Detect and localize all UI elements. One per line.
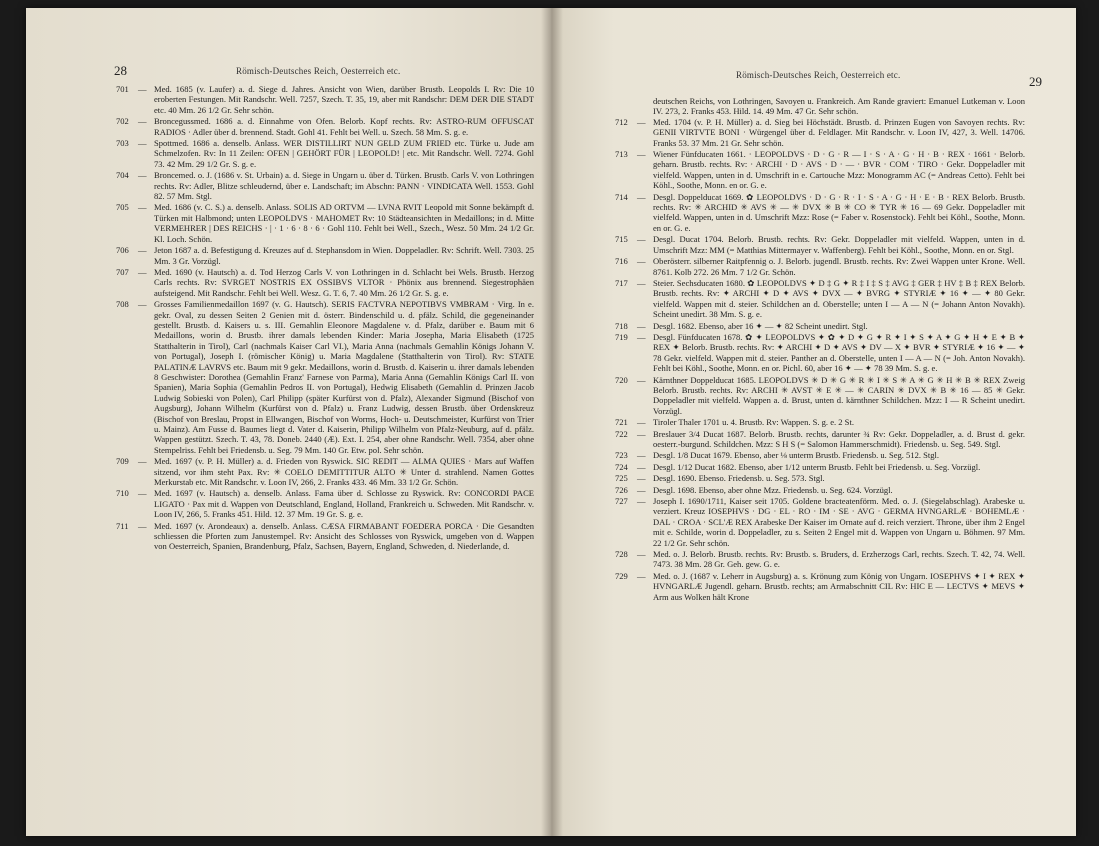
entry-number: 712 xyxy=(615,116,628,127)
catalog-entry xyxy=(613,256,1025,277)
entry-text: Med. o. J. Belorb. Brustb. rechts. Rv: Brustb. s. Bruders, d. Erzherzogs Carl, rechts. Szech. T. 42, 74. Well. 7473. 38 Mm. 28 Gr. Geh. gew. G. e. xyxy=(653,549,1025,570)
catalog-entry xyxy=(114,521,534,552)
entry-number: 707 xyxy=(116,266,129,277)
entry-text: deutschen Reichs, von Lothringen, Savoyen u. Frankreich. Am Rande graviert: Emanuel Lutkeman v. Loon IV. 273, 2. Franks 453. Hild. 14. 49 Mm. 47 Gr. Sehr schön. xyxy=(653,96,1025,117)
entry-dash: — xyxy=(138,456,147,467)
entry-dash: — xyxy=(637,277,646,288)
entry-dash: — xyxy=(138,138,147,149)
catalog-entry xyxy=(613,417,1025,427)
entry-dash: — xyxy=(637,234,646,245)
entry-dash: — xyxy=(637,549,646,560)
entry-text: Tiroler Thaler 1701 u. 4. Brustb. Rv: Wappen. S. g. e. 2 St. xyxy=(653,417,854,428)
entry-number: 704 xyxy=(116,170,129,181)
left-page xyxy=(26,8,551,836)
running-header: Römisch-Deutsches Reich, Oesterreich etc. xyxy=(236,66,401,76)
entry-number: 726 xyxy=(615,484,628,495)
entry-text: Grosses Familienmedaillon 1697 (v. G. Hautsch). SERIS FACTVRA NEPOTIBVS VMBRAM · Virg. In e. gekr. Oval, zu dessen Seiten 2 Genien mit d. österr. Bindenschild u. d. pfälz. Schild, die gegeneinander gestellt. Brustb. d. Kaisers u. s. III. Gemahlin Eleonore Magdalene v. d. Pfalz, darüber e. Baum mit 6 Medaillons, worin d. Brustb. ihrer damals lebenden Kinder: Maria Josepha, Maria Elisabeth (1725 Statthalterin in Tirol), Carl (nachmals Kaiser Carl VI.), Maria Anna (nachmals Gemahlin Königs Johann V. von Portugal), Joseph I. (römischer König) u. Maria Magdalene (Statthalterin von Tirol). Rv: STATE PALATINÆ LAVRVS etc. Baum mit 9 gekr. Medaillons, worin d. Brustb. d. Kaiserin u. ihrer damals lebenden 8 Geschwister: Dorothea (Gemahlin Franz' Farnese von Parma), Maria Anna (Gemahlin Königs Carl II. von Spanien), Maria Sophia (Gemahlin Pedros II. von Portugal), Hedwig Elisabeth (Gemahlin d. Prinzen Jacob Ludwig Sobieski von Polen), Carl Philipp (später Kurfürst von d. Pfalz), Alexander Sigmund (Bischof von Augsburg), Johann Wilhelm (Kurfürst von d. Pfalz) u. Franz Ludwig, dessen Brustb. über Ordenskreuz (Bischof von Breslau, Propst in Ellwangen, Bischof von Worms, Hoch- u. Deutschmeister, Kurfürst von Trier u. Mainz). Am Fusse d. Baumes liegt d. Vater d. Kaiserin, Philipp Wilhelm von Pfalz-Neuburg, auf d. pfälz. Wappen gestützt. Szech. T. 43, 78. Doneb. 2440 (Æ). Ext. I. 254, aber ohne Randschr. Well. 7354, aber ohne Stempelriss. Fehlt bei Friedensb. u. Seg. 79 Mm. 140 Gr. Etw. pol. Sehr schön. xyxy=(154,299,534,455)
catalog-entry xyxy=(613,496,1025,548)
entry-dash: — xyxy=(637,484,646,495)
entry-number: 722 xyxy=(615,428,628,439)
entry-number: 723 xyxy=(615,450,628,461)
entry-number: 728 xyxy=(615,549,628,560)
page-number: 28 xyxy=(114,63,127,78)
entry-dash: — xyxy=(637,417,646,428)
catalog-entry xyxy=(114,170,534,201)
entry-number: 720 xyxy=(615,374,628,385)
right-page xyxy=(551,8,1076,836)
entry-dash: — xyxy=(138,202,147,213)
entry-text: Med. o. J. (1687 v. Leherr in Augsburg) a. s. Krönung zum König von Ungarn. IOSEPHVS ✦ I ✦ REX ✦ HVNGARLÆ Jugendl. geharn. Brustb. rechts; am Armabschnitt CIL Rv: HIC E — LECTVS ✦ MEVS ✦ Arm aus Wolken hält Krone xyxy=(653,570,1025,602)
entry-number: 711 xyxy=(116,520,129,531)
catalog-entry xyxy=(613,117,1025,148)
entry-text: Steier. Sechsducaten 1680. ✿ LEOPOLDVS ✦ D ‡ G ✦ R ‡ I ‡ S ‡ AVG ‡ GER ‡ HV ‡ B ‡ REX Belorb. Brustb. rechts. Rv: ✦ ARCHI ✦ D ✦ AVS ✦ DVX — ✦ BVRG ✦ STYRIÆ ✦ 16 ✦ — ✦ 80 Gekr. vielfeld. Wappen mit d. steier. Schildchen an d. Oberstelle; unten I — A — N (= Johann Anton Novakh). Scheint unedirt. 38 Mm. S. g. e. xyxy=(653,277,1025,320)
book-spread xyxy=(26,8,1076,836)
entry-number: 725 xyxy=(615,473,628,484)
catalog-entry xyxy=(613,234,1025,255)
entry-number: 705 xyxy=(116,202,129,213)
catalog-entry xyxy=(613,450,1025,460)
entry-text: Med. 1697 (v. Hautsch) a. denselb. Anlass. Fama über d. Schlosse zu Ryswick. Rv: CONCORDI PACE LIGATO · Pax mit d. Wappen von Deutschland, England, Holland, Frankreich u. Schweden. Mit Randschr. v. Loon IV, 266, 5. Franks 451. Hild. 12. 37 Mm. 19 Gr. S. g. e. xyxy=(154,488,534,520)
entry-dash: — xyxy=(138,245,147,256)
entry-number: 702 xyxy=(116,116,129,127)
entry-text: Jeton 1687 a. d. Befestigung d. Kreuzes auf d. Stephansdom in Wien. Doppeladler. Rv: Schrift. Well. 7303. 25 Mm. 3 Gr. Vorzügl. xyxy=(154,245,534,266)
page-number: 29 xyxy=(1029,74,1042,89)
catalog-entry xyxy=(114,299,534,455)
entry-text: Med. 1704 (v. P. H. Müller) a. d. Sieg bei Höchstädt. Brustb. d. Prinzen Eugen von Savoyen rechts. Rv: GENII VIRTVTE BONI · Würgengel über d. Feldlager. Mit Randschr. v. Loon IV, 427, 3. Well. 14706. Franks 53. 37 Mm. 21 Gr. Sehr schön. xyxy=(653,116,1025,148)
catalog-entry xyxy=(613,149,1025,191)
catalog-entry xyxy=(613,192,1025,234)
entry-dash: — xyxy=(637,473,646,484)
entry-text: Desgl. 1690. Ebenso. Friedensb. u. Seg. 573. Stgl. xyxy=(653,473,825,484)
entry-text: Breslauer 3/4 Ducat 1687. Belorb. Brustb. rechts, darunter ¾ Rv: Gekr. Doppeladler, a. d. Brust d. gekr. oesterr.-burgund. Schildchen. Mzz: S H S (= Salomon Hammerschmidt). Friedensb. u. Seg. 549. Stgl. xyxy=(653,428,1025,449)
entry-dash: — xyxy=(138,170,147,181)
entry-text: Joseph I. 1690/1711, Kaiser seit 1705. Goldene bracteatenförm. Med. o. J. (Siegelabschlag). Arabeske u. verziert. Kreuz IOSEPHVS · DG · EL · RO · IM · SE · AVG · GERMA HVNGARLÆ · BOHEMLÆ · DAL · CROA · SCL'Æ REX Arabeske Der Kaiser im Ornate auf d. reich verziert. Throne, über ihm 2 Engel mit e. Schilde, worin d. Doppeladler, zu s. Seiten 2 Engel mit d. Wappen von Ungarn u. Böhmen. 97 Mm. 22 1/2 Gr. Sehr schön. xyxy=(653,496,1025,548)
catalog-entry xyxy=(114,245,534,266)
entry-continuation xyxy=(613,96,1025,117)
entry-dash: — xyxy=(637,570,646,581)
entry-dash: — xyxy=(637,320,646,331)
catalog-entry xyxy=(613,429,1025,450)
entry-text: Kärnthner Doppelducat 1685. LEOPOLDVS ✳ D ✳ G ✳ R ✳ I ✳ S ✳ A ✳ G ✳ H ✳ B ✳ REX Zweig Belorb. Brustb. rechts. Rv: ARCHI ✳ AVST ✳ E ✳ — ✳ CARIN ✳ DVX ✳ B ✳ 16 — 85 ✳ Gekr. Doppeladler mit vielfeld. Wappen a. d. Brust, unten d. kärnthner Schildchen. Mzz: I — R Scheint unedirt. Vorzügl. xyxy=(653,374,1025,416)
entry-text: Desgl. Ducat 1704. Belorb. Brustb. rechts. Rv: Gekr. Doppeladler mit vielfeld. Wappen, unten in d. Umschrift Mzz: MM (= Matthias Mittermayer v. Waffenberg). Fehlt bei Köhl., Soothe, Monn. en or. Stgl. xyxy=(653,234,1025,255)
entry-dash: — xyxy=(138,84,147,94)
entry-text: Med. 1697 (v. Arondeaux) a. denselb. Anlass. CÆSA FIRMABANT FOEDERA PORCA · Die Gesandten schliessen die Pforten zum Janustempel. Rv: Ansicht des Schlosses von Ryswick, umgeben von d. Wappen von Oesterreich, Spanien, Brandenburg, Pfalz, Sachsen, Bayern, England, Schweden, d. Niederlande, d. xyxy=(154,520,534,552)
catalog-entries xyxy=(613,96,1025,603)
catalog-entries xyxy=(114,84,534,553)
entry-number: 708 xyxy=(116,299,129,310)
entry-dash: — xyxy=(637,428,646,439)
catalog-entry xyxy=(613,485,1025,495)
entry-number: 724 xyxy=(615,461,628,472)
entry-dash: — xyxy=(637,374,646,385)
catalog-entry xyxy=(114,456,534,487)
catalog-entry xyxy=(613,473,1025,483)
entry-number: 703 xyxy=(116,138,129,149)
entry-number: 717 xyxy=(615,277,628,288)
catalog-entry xyxy=(114,267,534,298)
entry-text: Broncemed. o. J. (1686 v. St. Urbain) a. d. Siege in Ungarn u. über d. Türken. Brustb. Carls V. von Lothringen rechts. Rv: Adler, Blitze schleudernd, über e. Landschaft; im Abschn: PANN · VINDICATA Well. 1553. Gohl 82. 57 Mm. Stgl. xyxy=(154,170,534,202)
book-gutter xyxy=(541,8,563,836)
entry-text: Desgl. 1682. Ebenso, aber 16 ✦ — ✦ 82 Scheint unedirt. Stgl. xyxy=(653,320,868,331)
catalog-entry xyxy=(114,202,534,244)
catalog-entry xyxy=(613,321,1025,331)
entry-text: Med. 1686 (v. C. S.) a. denselb. Anlass. SOLIS AD ORTVM — LVNA RVIT Leopold mit Sonne bekämpft d. Türken mit Halbmond; unten LEOPOLDVS · MAHOMET Rv: 10 Städteansichten in Medaillons; in d. Mitte VERMEHRER | DES REICHS · | · 1 · 6 · 8 · 6 · Gohl 110. Fehlt bei Well., Szech., Wesz. 50 Mm. 24 1/2 Gr. Kl. Loch. Schön. xyxy=(154,202,534,244)
catalog-entry xyxy=(613,571,1025,602)
entry-dash: — xyxy=(637,450,646,461)
entry-number: 710 xyxy=(116,488,129,499)
entry-dash: — xyxy=(637,191,646,202)
entry-number: 718 xyxy=(615,320,628,331)
entry-number: 716 xyxy=(615,256,628,267)
entry-text: Broncegussmed. 1686 a. d. Einnahme von Ofen. Belorb. Kopf rechts. Rv: ASTRO-RUM OFFUSCAT RADIOS · Adler über d. brennend. Stadt. Gohl 41. Fehlt bei Well. u. Szech. 58 Mm. S. g. e. xyxy=(154,116,534,137)
entry-dash: — xyxy=(637,461,646,472)
entry-number: 709 xyxy=(116,456,129,467)
catalog-entry xyxy=(613,462,1025,472)
entry-text: Desgl. 1/8 Ducat 1679. Ebenso, aber ⅛ unterm Brustb. Friedensb. u. Seg. 512. Stgl. xyxy=(653,450,940,461)
entry-dash: — xyxy=(138,488,147,499)
entry-text: Spottmed. 1686 a. denselb. Anlass. WER DISTILLIRT NUN GELD ZUM FRIED etc. Türke u. Jude am Schmelzofen. Rv: In 11 Zeilen: OFEN | GEHÖRT FÜR | LEOPOLD! | etc. Mit Randschr. Well. 7274. Gohl 73. 42 Mm. 29 1/2 Gr. S. g. e. xyxy=(154,138,534,169)
entry-dash: — xyxy=(637,496,646,507)
entry-text: Desgl. Doppelducat 1669. ✿ LEOPOLDVS · D · G · R · I · S · A · G · H · E · B · REX Belorb. Brustb. rechts. Rv: ✳ ARCHID ✳ AVS ✳ — ✳ DVX ✳ B ✳ CO ✳ TYR ✳ 16 — 69 Gekr. Doppeladler mit vielfeld. Wappen, unten in d. Umschrift Mzz: Rose (= Faber v. Rosenstock). Fehlt bei Köhl., Soothe, Monn. en or. G. e. xyxy=(653,191,1025,233)
catalog-entry xyxy=(114,138,534,169)
entry-dash: — xyxy=(138,520,147,531)
entry-dash: — xyxy=(138,266,147,277)
entry-text: Desgl. Fünfducaten 1678. ✿ ✦ LEOPOLDVS ✦ ✿ ✦ D ✦ G ✦ R ✦ I ✦ S ✦ A ✦ G ✦ H ✦ E ✦ B ✦ REX ✦ Belorb. Brustb. rechts. Rv: ✦ ARCHI ✦ D ✦ AVS ✦ DV — X ✦ BVR ✦ STYRIÆ ✦ 16 ✦ — ✦ 78 Gekr. vielfeld. Wappen mit d. steier. Panther an d. Oberstelle, unten I — A — N (= Joh. Anton Novakh). Fehlt bei Köhl., Soothe, Monn. en or. Pichl. 60, aber 16 ✦ — ✦ 78 39 Mm. S. g. e. xyxy=(653,331,1025,374)
entry-number: 713 xyxy=(615,149,628,160)
entry-text: Med. 1690 (v. Hautsch) a. d. Tod Herzog Carls V. von Lothringen in d. Schlacht bei Wels. Brustb. Herzog Carls rechts. Rv: SVRGET NOSTRIS EX OSSIBVS VLTOR · Phönix aus brennend. Siegestrophäen aufsteigend. Mit Randschr. Fehlt bei Well. Wesz. G. T. 6, 7. 40 Mm. 26 1/2 Gr. S. g. e. xyxy=(154,266,534,298)
entry-dash: — xyxy=(637,256,646,267)
entry-text: Oberösterr. silberner Raitpfennig o. J. Belorb. jugendl. Brustb. rechts. Rv: Zwei Wappen unter Krone. Well. 8761. Kolb 272. 26 Mm. 7 1/2 Gr. Schön. xyxy=(653,256,1025,277)
entry-number: 706 xyxy=(116,245,129,256)
entry-text: Med. 1697 (v. P. H. Müller) a. d. Frieden von Ryswick. SIC REDIT — ALMA QUIES · Mars auf Waffen sitzend, vor ihm steht Pax. Rv: ✳ COELO DEMITTITUR ALTO ✳ Unter d. strahlend. Namen Gottes Merkurstab etc. Mit Randschr. v. Loon IV, 266, 2. Franks 433. 46 Mm. 33 1/2 Gr. Schön. xyxy=(154,456,534,488)
entry-dash: — xyxy=(637,116,646,127)
entry-dash: — xyxy=(138,116,147,127)
catalog-entry xyxy=(613,549,1025,570)
entry-number: 721 xyxy=(615,417,628,428)
catalog-entry xyxy=(613,278,1025,320)
entry-number: 715 xyxy=(615,234,628,245)
running-header: Römisch-Deutsches Reich, Oesterreich etc. xyxy=(736,70,901,80)
catalog-entry xyxy=(613,332,1025,374)
catalog-entry xyxy=(114,488,534,519)
entry-text: Med. 1685 (v. Laufer) a. d. Siege d. Jahres. Ansicht von Wien, darüber Brustb. Leopolds I. Rv: Die 10 eroberten Festungen. Mit Randschr. Well. 7257, Szech. T. 35, 19, aber mit Randschr: DEM DER DIE STADT etc. 40 Mm. 26 1/2 Gr. Sehr schön. xyxy=(154,84,534,115)
catalog-entry xyxy=(613,375,1025,417)
entry-number: 719 xyxy=(615,331,628,342)
catalog-entry xyxy=(114,116,534,137)
entry-number: 714 xyxy=(615,191,628,202)
entry-text: Desgl. 1698. Ebenso, aber ohne Mzz. Friedensb. u. Seg. 624. Vorzügl. xyxy=(653,484,893,495)
entry-text: Wiener Fünfducaten 1661. · LEOPOLDVS · D · G · R — I · S · A · G · H · B · REX · 1661 · Belorb. geharn. Brustb. rechts. Rv: · ARCHI · D · AVS · D · — · BVR · COM · TIRO · Gekr. Doppeladler mit vielfeld. Wappen, unten in d. Umschrift in e. Cartouche Mzz: Monogramm AC (= Andreas Cetto). Fehlt bei Köhl., Soothe, Monn. en or. G. e. xyxy=(653,149,1025,191)
catalog-entry xyxy=(114,84,534,115)
entry-dash: — xyxy=(637,149,646,160)
entry-text: Desgl. 1/12 Ducat 1682. Ebenso, aber 1/12 unterm Brustb. Fehlt bei Friedensb. u. Seg. Vorzügl. xyxy=(653,461,981,472)
entry-number: 729 xyxy=(615,570,628,581)
entry-dash: — xyxy=(637,331,646,342)
entry-dash: — xyxy=(138,299,147,310)
entry-number: 727 xyxy=(615,496,628,507)
entry-number: 701 xyxy=(116,84,129,94)
